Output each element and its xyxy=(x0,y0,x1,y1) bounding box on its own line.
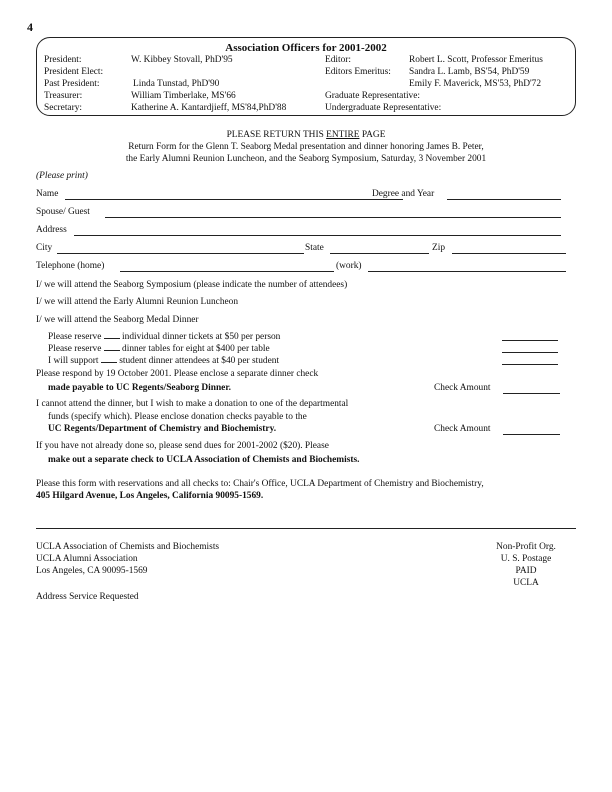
address-row xyxy=(36,225,576,237)
spouse-row xyxy=(36,207,576,219)
dues-line-2: make out a separate check to UCLA Association of Chemists and Biochemists. xyxy=(48,455,360,465)
officers-title: Association Officers for 2001-2002 xyxy=(225,42,387,54)
telephone-work-input[interactable] xyxy=(368,271,566,272)
tables-amount-input[interactable] xyxy=(502,352,558,353)
degree-input[interactable] xyxy=(447,199,561,200)
please-return-suffix: PAGE xyxy=(359,130,386,140)
city-row xyxy=(36,243,576,255)
officer-name: W. Kibbey Stovall, PhD'95 xyxy=(131,55,233,65)
support-suffix: student dinner attendees at $40 per student xyxy=(119,356,280,366)
city-label: City xyxy=(36,243,53,253)
officer-name: Robert L. Scott, Professor Emeritus xyxy=(409,55,543,65)
address-input[interactable] xyxy=(74,235,561,236)
address-service: Address Service Requested xyxy=(36,592,139,602)
check-amount-input-1[interactable] xyxy=(503,393,560,394)
check-amount-label-1: Check Amount xyxy=(434,383,491,393)
spouse-input[interactable] xyxy=(105,217,561,218)
postage-line: PAID xyxy=(515,566,537,576)
officer-role: President Elect: xyxy=(44,67,104,77)
telephone-home-input[interactable] xyxy=(120,271,334,272)
officer-role: Treasurer: xyxy=(44,91,83,101)
officer-role: Secretary: xyxy=(44,103,82,113)
state-label: State xyxy=(305,243,324,253)
tickets-count-input[interactable] xyxy=(104,329,120,339)
luncheon-line: I/ we will attend the Early Alumni Reunion Luncheon xyxy=(36,297,239,307)
return-address-line: UCLA Association of Chemists and Biochemists xyxy=(36,542,220,552)
postage-line: UCLA xyxy=(513,578,539,588)
please-print: (Please print) xyxy=(36,171,88,181)
officer-role: Editors Emeritus: xyxy=(325,67,391,77)
donation-line-1: I cannot attend the dinner, but I wish to make a donation to one of the departmental xyxy=(36,399,349,409)
spouse-label: Spouse/ Guest xyxy=(36,207,90,217)
officer-role: Editor: xyxy=(325,55,352,65)
respond-line-1: Please respond by 19 October 2001. Please enclose a separate dinner check xyxy=(36,369,319,379)
name-label: Name xyxy=(36,189,59,199)
telephone-label: Telephone (home) xyxy=(36,261,105,271)
reserve-tickets-suffix: individual dinner tickets at $50 per person xyxy=(122,332,281,342)
officer-name: Linda Tunstad, PhD'90 xyxy=(133,79,220,89)
officer-name: Katherine A. Kantardjieff, MS'84,PhD'88 xyxy=(131,103,287,113)
name-row xyxy=(36,189,576,201)
intro-line-2: the Early Alumni Reunion Luncheon, and the Seaborg Symposium, Saturday, 3 November 2001 xyxy=(125,154,487,164)
support-students-line xyxy=(48,353,279,366)
address-label: Address xyxy=(36,225,67,235)
check-amount-input-2[interactable] xyxy=(503,434,560,435)
reserve-tables-prefix: Please reserve xyxy=(48,344,102,354)
officer-role: Past President: xyxy=(44,79,100,89)
officers-box xyxy=(36,37,576,116)
reserve-tickets-prefix: Please reserve xyxy=(48,332,102,342)
dinner-line: I/ we will attend the Seaborg Medal Dinner xyxy=(36,315,199,325)
name-input[interactable] xyxy=(65,199,403,200)
zip-label: Zip xyxy=(432,243,446,253)
officer-name: William Timberlake, MS'66 xyxy=(131,91,236,101)
officer-role: Undergraduate Representative: xyxy=(325,103,442,113)
please-return-emph: ENTIRE xyxy=(326,130,360,140)
students-amount-input[interactable] xyxy=(502,364,558,365)
please-return-heading xyxy=(0,130,612,140)
send-line-1: Please this form with reservations and all checks to: Chair's Office, UCLA Department of Chemistry and Biochemistry, xyxy=(36,479,484,489)
officer-name: Emily F. Maverick, MS'53, PhD'72 xyxy=(409,79,542,89)
tickets-amount-input[interactable] xyxy=(502,340,558,341)
check-amount-label-2: Check Amount xyxy=(434,424,491,434)
state-input[interactable] xyxy=(330,253,429,254)
officer-role: President: xyxy=(44,55,82,65)
send-line-2: 405 Hilgard Avenue, Los Angeles, California 90095-1569. xyxy=(36,491,264,501)
dues-line-1: If you have not already done so, please send dues for 2001-2002 ($20). Please xyxy=(36,441,329,451)
officer-name: Sandra L. Lamb, BS'54, PhD'59 xyxy=(409,67,530,77)
symposium-line: I/ we will attend the Seaborg Symposium (please indicate the number of attendees) xyxy=(36,280,348,290)
postage-line: Non-Profit Org. xyxy=(496,542,556,552)
reserve-tables-suffix: dinner tables for eight at $400 per table xyxy=(122,344,270,354)
intro-line-1: Return Form for the Glenn T. Seaborg Medal presentation and dinner honoring James B. Peter, xyxy=(128,142,484,152)
donation-line-3: UC Regents/Department of Chemistry and Biochemistry. xyxy=(48,424,277,434)
city-input[interactable] xyxy=(57,253,304,254)
work-label: (work) xyxy=(336,261,362,271)
return-address-line: Los Angeles, CA 90095-1569 xyxy=(36,566,148,576)
officer-role: Graduate Representative: xyxy=(325,91,421,101)
tables-count-input[interactable] xyxy=(104,341,120,351)
telephone-row xyxy=(36,261,576,273)
respond-line-2: made payable to UC Regents/Seaborg Dinner. xyxy=(48,383,231,393)
please-return-prefix: PLEASE RETURN THIS xyxy=(226,130,327,140)
support-prefix: I will support xyxy=(48,356,99,366)
zip-input[interactable] xyxy=(452,253,566,254)
degree-label: Degree and Year xyxy=(372,189,435,199)
return-address-line: UCLA Alumni Association xyxy=(36,554,138,564)
postage-line: U. S. Postage xyxy=(500,554,552,564)
students-count-input[interactable] xyxy=(101,353,117,363)
divider xyxy=(36,528,576,529)
page-number: 4 xyxy=(27,20,33,34)
donation-line-2: funds (specify which). Please enclose donation checks payable to the xyxy=(48,412,307,422)
